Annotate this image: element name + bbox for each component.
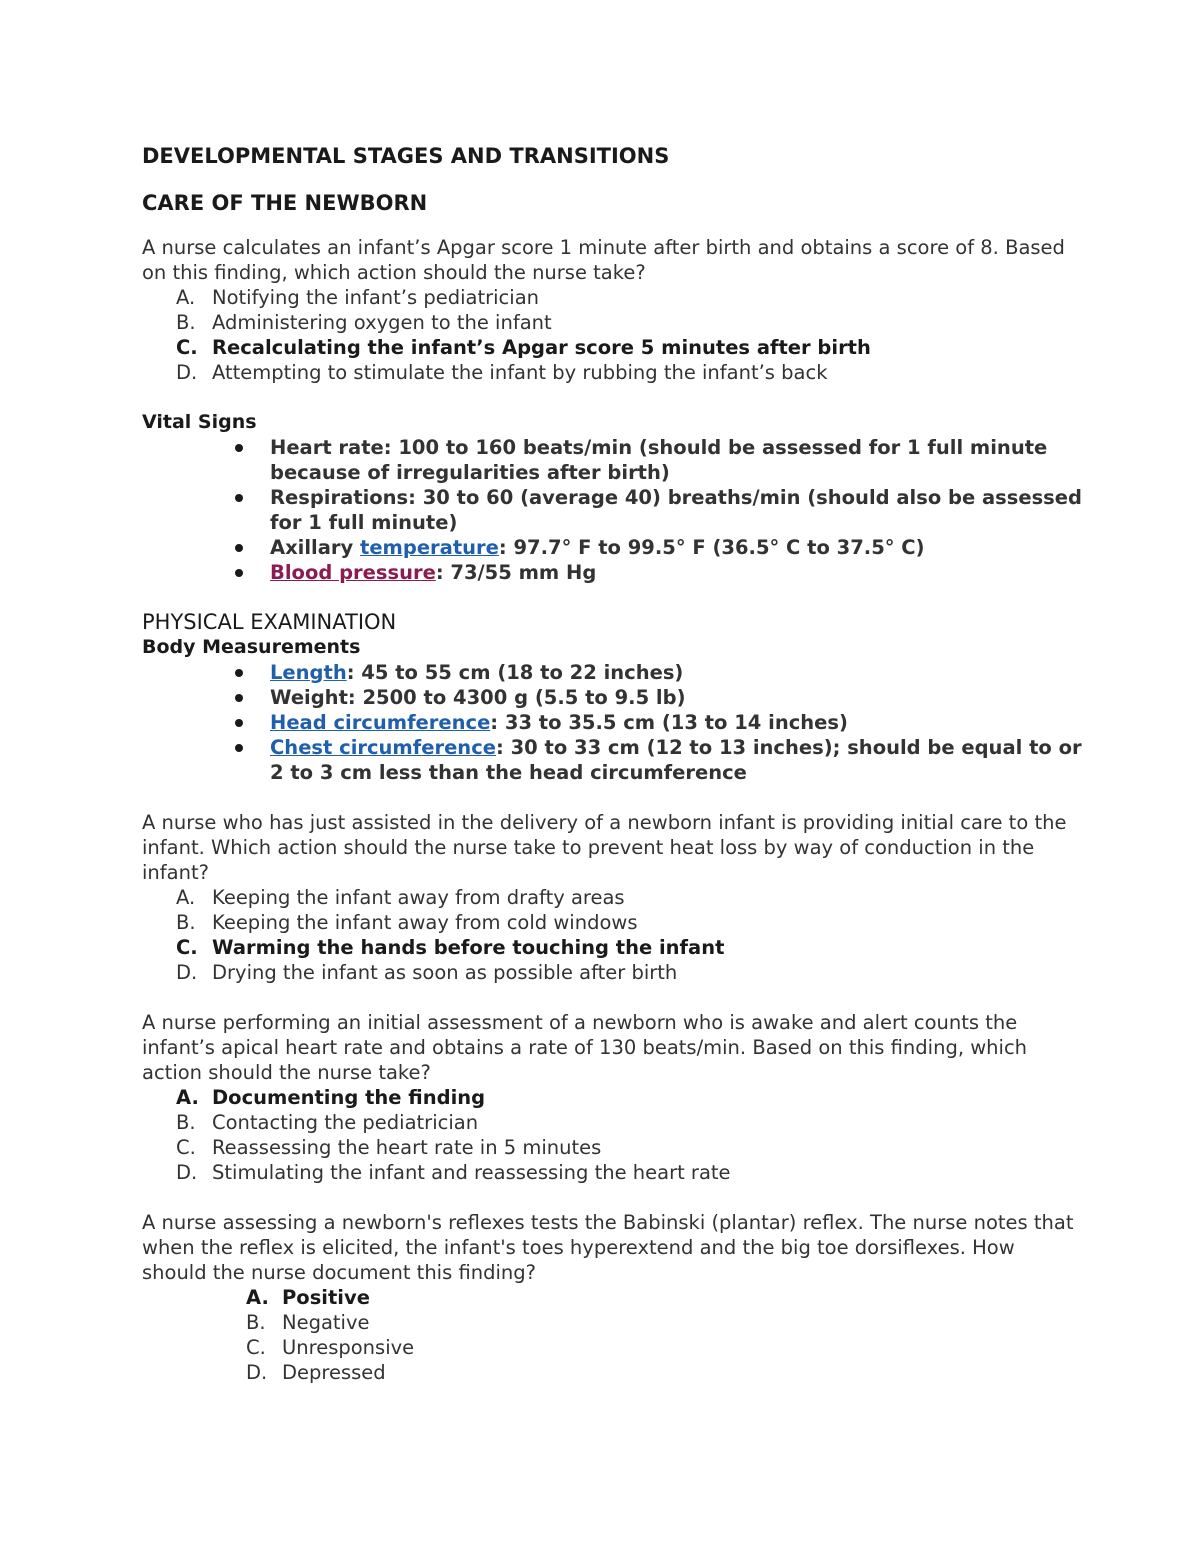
correct-answer-option xyxy=(142,935,1082,960)
list-item xyxy=(142,435,1082,485)
bullet-icon xyxy=(235,744,243,752)
option-text: Depressed xyxy=(282,1361,386,1384)
body-measurements-list xyxy=(142,660,1082,785)
list-item xyxy=(142,485,1082,535)
list-item xyxy=(142,660,1082,685)
option-letter: B. xyxy=(176,911,196,934)
answer-option xyxy=(142,1135,1082,1160)
bullet-icon xyxy=(235,544,243,552)
question-1-options xyxy=(142,285,1082,385)
option-letter: C. xyxy=(246,1336,266,1359)
list-item xyxy=(142,535,1082,560)
option-letter: D. xyxy=(246,1361,268,1384)
option-text: Attempting to stimulate the infant by rubbing the infant’s back xyxy=(212,361,828,384)
temperature-link[interactable]: temperature xyxy=(360,536,499,559)
option-text: Reassessing the heart rate in 5 minutes xyxy=(212,1136,602,1159)
answer-option xyxy=(142,910,1082,935)
bullet-icon xyxy=(235,569,243,577)
list-item xyxy=(142,685,1082,710)
bullet-icon xyxy=(235,719,243,727)
body-measurements-heading: Body Measurements xyxy=(142,636,361,658)
item-prefix: Axillary xyxy=(270,536,360,559)
option-letter: D. xyxy=(176,1161,198,1184)
item-text: : 30 to 33 cm (12 to 13 inches); should be equal to or 2 to 3 cm less than the head circumference xyxy=(270,736,1082,784)
option-text: Negative xyxy=(282,1311,370,1334)
option-text: Recalculating the infant’s Apgar score 5 minutes after birth xyxy=(212,336,871,359)
option-letter: A. xyxy=(246,1286,269,1309)
bullet-icon xyxy=(235,694,243,702)
option-letter: D. xyxy=(176,961,198,984)
option-text: Contacting the pediatrician xyxy=(212,1111,479,1134)
answer-option xyxy=(142,1360,1082,1385)
option-letter: A. xyxy=(176,886,196,909)
item-text: : 45 to 55 cm (18 to 22 inches) xyxy=(346,661,684,684)
option-text: Administering oxygen to the infant xyxy=(212,311,552,334)
answer-option xyxy=(142,960,1082,985)
document-title: DEVELOPMENTAL STAGES AND TRANSITIONS xyxy=(142,144,670,168)
bullet-icon xyxy=(235,444,243,452)
answer-option xyxy=(142,310,1082,335)
question-2-stem: A nurse who has just assisted in the delivery of a newborn infant is providing initial care to the infant. Which action should the nurse take to prevent heat loss by way of conduction in the infant? xyxy=(142,811,1067,884)
option-letter: C. xyxy=(176,336,198,359)
bullet-icon xyxy=(235,669,243,677)
list-item xyxy=(142,560,1082,585)
option-letter: C. xyxy=(176,1136,196,1159)
vital-signs-list xyxy=(142,435,1082,585)
item-text: : 33 to 35.5 cm (13 to 14 inches) xyxy=(490,711,848,734)
section-title: CARE OF THE NEWBORN xyxy=(142,191,428,215)
correct-answer-option xyxy=(142,1285,1082,1310)
answer-option xyxy=(142,1310,1082,1335)
length-link[interactable]: Length xyxy=(270,661,347,684)
item-text: : 97.7° F to 99.5° F (36.5° C to 37.5° C) xyxy=(498,536,925,559)
option-text: Keeping the infant away from drafty areas xyxy=(212,886,625,909)
question-4-options xyxy=(142,1285,1082,1385)
option-letter: B. xyxy=(176,1111,196,1134)
option-text: Drying the infant as soon as possible after birth xyxy=(212,961,678,984)
item-text: Weight: 2500 to 4300 g (5.5 to 9.5 lb) xyxy=(270,686,686,709)
option-text: Unresponsive xyxy=(282,1336,415,1359)
answer-option xyxy=(142,885,1082,910)
physical-exam-heading: PHYSICAL EXAMINATION xyxy=(142,610,397,634)
answer-option xyxy=(142,1160,1082,1185)
question-3-options xyxy=(142,1085,1082,1185)
option-text: Documenting the finding xyxy=(212,1086,486,1109)
bullet-icon xyxy=(235,494,243,502)
item-text: : 73/55 mm Hg xyxy=(435,561,597,584)
answer-option xyxy=(142,1335,1082,1360)
option-text: Stimulating the infant and reassessing the heart rate xyxy=(212,1161,731,1184)
question-1-stem: A nurse calculates an infant’s Apgar score 1 minute after birth and obtains a score of 8. Based on this finding, which action should the nurse take? xyxy=(142,236,1065,284)
chest-circumference-link[interactable]: Chest circumference xyxy=(270,736,496,759)
head-circumference-link[interactable]: Head circumference xyxy=(270,711,491,734)
option-letter: A. xyxy=(176,1086,199,1109)
option-text: Keeping the infant away from cold windows xyxy=(212,911,638,934)
blood-pressure-link[interactable]: Blood pressure xyxy=(270,561,436,584)
vital-signs-heading: Vital Signs xyxy=(142,411,257,433)
item-text: Heart rate: 100 to 160 beats/min (should be assessed for 1 full minute because of irregularities after birth) xyxy=(270,436,1048,484)
option-letter: C. xyxy=(176,936,198,959)
question-3-stem: A nurse performing an initial assessment of a newborn who is awake and alert counts the infant’s apical heart rate and obtains a rate of 130 beats/min. Based on this finding, which action should the nurse take? xyxy=(142,1011,1028,1084)
document-body xyxy=(142,141,1082,1385)
question-4-stem: A nurse assessing a newborn's reflexes tests the Babinski (plantar) reflex. The nurse notes that when the reflex is elicited, the infant's toes hyperextend and the big toe dorsiflexes. How should the nurse document this finding? xyxy=(142,1211,1074,1284)
option-letter: B. xyxy=(246,1311,266,1334)
item-text: Respirations: 30 to 60 (average 40) breaths/min (should also be assessed for 1 full minute) xyxy=(270,486,1082,534)
question-2-options xyxy=(142,885,1082,985)
option-text: Positive xyxy=(282,1286,370,1309)
option-letter: A. xyxy=(176,286,196,309)
correct-answer-option xyxy=(142,335,1082,360)
option-letter: B. xyxy=(176,311,196,334)
option-letter: D. xyxy=(176,361,198,384)
option-text: Warming the hands before touching the infant xyxy=(212,936,725,959)
list-item xyxy=(142,735,1082,785)
correct-answer-option xyxy=(142,1085,1082,1110)
option-text: Notifying the infant’s pediatrician xyxy=(212,286,539,309)
answer-option xyxy=(142,360,1082,385)
answer-option xyxy=(142,285,1082,310)
list-item xyxy=(142,710,1082,735)
answer-option xyxy=(142,1110,1082,1135)
